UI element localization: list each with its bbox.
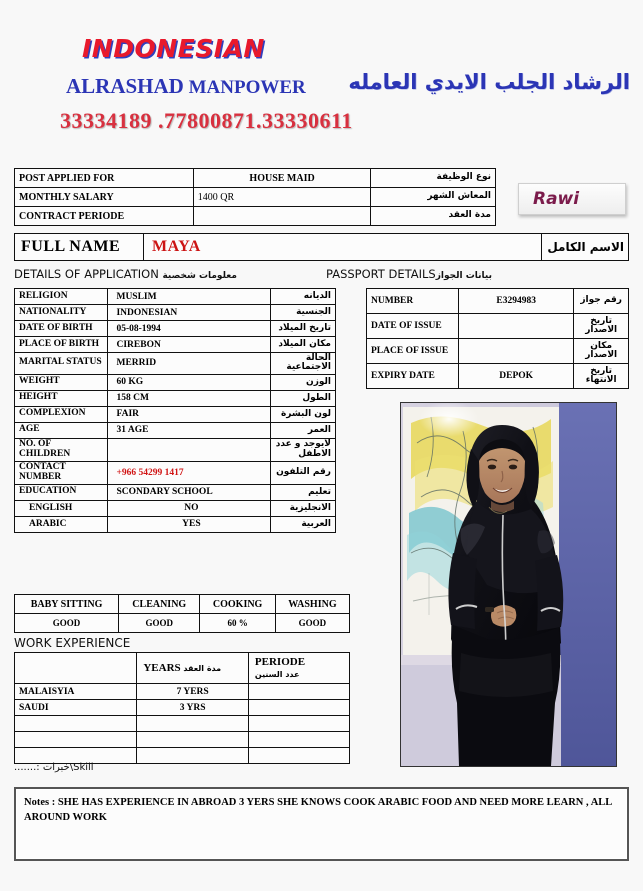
work-country-3 — [15, 732, 137, 748]
table-row — [15, 422, 336, 438]
work-header-years-en: YEARS — [143, 662, 181, 674]
table-row — [15, 732, 350, 748]
skill-header-2: COOKING — [200, 595, 276, 614]
work-years-0: 7 YERS — [137, 684, 249, 700]
work-experience-table — [14, 652, 350, 764]
table-row — [15, 188, 496, 207]
applicant-photo-illustration — [401, 403, 616, 766]
details-of-application-table — [14, 288, 336, 533]
section-passport-ar: بيانات الجواز — [435, 271, 492, 281]
table-row — [15, 289, 336, 305]
work-header-periode-en: PERIODE — [254, 656, 306, 668]
work-periode-4 — [248, 748, 349, 764]
applicant-photo — [400, 402, 617, 767]
post-arabic-1: المعاش الشهر — [371, 188, 496, 207]
passport-label-0: NUMBER — [367, 289, 459, 314]
section-passport-en: PASSPORT DETAILS — [326, 267, 436, 281]
full-name-arabic: الاسم الكامل — [542, 234, 629, 261]
detail-label-8: AGE — [15, 422, 108, 438]
detail-label-5: WEIGHT — [15, 374, 108, 390]
detail-value-9 — [108, 438, 271, 461]
notes-content — [24, 795, 619, 825]
work-header-periode — [248, 653, 349, 684]
letterhead-title: INDONESIAN — [82, 34, 265, 63]
work-periode-1 — [248, 700, 349, 716]
company-name-main: ALRASHAD — [66, 74, 184, 98]
work-header-periode-ar: عدد السنين — [254, 670, 300, 679]
passport-details-table — [366, 288, 629, 389]
skill-value-3: GOOD — [275, 614, 349, 633]
detail-label-10: CONTACT NUMBER — [15, 461, 108, 484]
work-years-1: 3 YRS — [137, 700, 249, 716]
detail-arabic-2: تاريخ الميلاد — [271, 321, 336, 337]
letterhead-company-arabic: الرشاد الجلب الايدي العامله — [348, 70, 630, 94]
table-row — [15, 169, 496, 188]
table-row — [15, 207, 496, 226]
section-details-ar: معلومات شخصية — [162, 271, 237, 281]
detail-label-12: ENGLISH — [15, 500, 108, 516]
detail-label-4: MARITAL STATUS — [15, 353, 108, 375]
table-row — [367, 339, 629, 364]
table-row — [15, 653, 350, 684]
skill-header-3: WASHING — [275, 595, 349, 614]
table-row — [367, 364, 629, 389]
post-value-2 — [193, 207, 371, 226]
detail-label-7: COMPLEXION — [15, 406, 108, 422]
post-label-2: CONTRACT PERIODE — [15, 207, 194, 226]
detail-value-2: 05-08-1994 — [108, 321, 271, 337]
post-arabic-0: نوع الوظيفة — [371, 169, 496, 188]
detail-value-7: FAIR — [108, 406, 271, 422]
table-row — [15, 305, 336, 321]
table-row — [15, 500, 336, 516]
detail-value-1: INDONESIAN — [108, 305, 271, 321]
post-label-1: MONTHLY SALARY — [15, 188, 194, 207]
table-row — [15, 438, 336, 461]
detail-label-11: EDUCATION — [15, 484, 108, 500]
detail-arabic-13: العربية — [271, 516, 336, 532]
section-header-details — [14, 267, 237, 281]
detail-value-3: CIREBON — [108, 337, 271, 353]
work-periode-3 — [248, 732, 349, 748]
work-country-0: MALAISYIA — [15, 684, 137, 700]
table-row — [15, 614, 350, 633]
detail-value-4: MERRID — [108, 353, 271, 375]
table-row — [15, 390, 336, 406]
work-country-1: SAUDI — [15, 700, 137, 716]
work-years-4 — [137, 748, 249, 764]
passport-arabic-1: تاريخ الاصدار — [574, 314, 629, 339]
table-row — [15, 700, 350, 716]
section-details-en: DETAILS OF APPLICATION — [14, 267, 159, 281]
post-arabic-2: مدة العقد — [371, 207, 496, 226]
post-value-0: HOUSE MAID — [193, 169, 371, 188]
skill-note-line: .......: خبرات\Skill — [14, 762, 94, 773]
table-row — [15, 321, 336, 337]
skills-table — [14, 594, 350, 633]
skill-value-1: GOOD — [119, 614, 200, 633]
detail-arabic-5: الوزن — [271, 374, 336, 390]
table-row — [15, 516, 336, 532]
passport-arabic-2: مكان الاصدار — [574, 339, 629, 364]
table-row — [367, 314, 629, 339]
detail-value-8: 31 AGE — [108, 422, 271, 438]
full-name-table — [14, 233, 629, 261]
detail-value-11: SCONDARY SCHOOL — [108, 484, 271, 500]
passport-label-2: PLACE OF ISSUE — [367, 339, 459, 364]
detail-arabic-12: الانجليزية — [271, 500, 336, 516]
table-row — [15, 374, 336, 390]
detail-arabic-6: الطول — [271, 390, 336, 406]
full-name-value: MAYA — [144, 234, 542, 261]
skill-header-1: CLEANING — [119, 595, 200, 614]
notes-box — [14, 787, 629, 861]
detail-label-2: DATE OF BIRTH — [15, 321, 108, 337]
work-years-3 — [137, 732, 249, 748]
detail-value-6: 158 CM — [108, 390, 271, 406]
passport-arabic-3: تاريخ الانتهاء — [574, 364, 629, 389]
detail-label-6: HEIGHT — [15, 390, 108, 406]
table-row — [15, 716, 350, 732]
work-header-years — [137, 653, 249, 684]
detail-value-10: +966 54299 1417 — [108, 461, 271, 484]
table-row — [15, 353, 336, 375]
detail-arabic-11: تعليم — [271, 484, 336, 500]
passport-value-0: E3294983 — [458, 289, 573, 314]
work-periode-2 — [248, 716, 349, 732]
detail-label-13: ARABIC — [15, 516, 108, 532]
section-header-passport — [326, 267, 492, 281]
passport-value-1 — [458, 314, 573, 339]
rawi-label: Rawi — [533, 189, 580, 209]
letterhead — [0, 26, 643, 146]
detail-arabic-8: العمر — [271, 422, 336, 438]
detail-label-0: RELIGION — [15, 289, 108, 305]
detail-value-12: NO — [108, 500, 271, 516]
post-label-0: POST APPLIED FOR — [15, 169, 194, 188]
table-row — [15, 461, 336, 484]
rawi-watermark-badge — [518, 183, 626, 215]
skill-header-0: BABY SITTING — [15, 595, 119, 614]
post-applied-table — [14, 168, 496, 226]
work-periode-0 — [248, 684, 349, 700]
detail-arabic-3: مكان الميلاد — [271, 337, 336, 353]
skill-value-0: GOOD — [15, 614, 119, 633]
passport-label-1: DATE OF ISSUE — [367, 314, 459, 339]
detail-arabic-1: الجنسية — [271, 305, 336, 321]
work-years-2 — [137, 716, 249, 732]
section-header-work-experience — [14, 636, 130, 650]
table-row — [15, 484, 336, 500]
work-header-country — [15, 653, 137, 684]
work-header-years-ar: مدة العقد — [183, 664, 222, 673]
passport-value-2 — [458, 339, 573, 364]
detail-arabic-7: لون البشرة — [271, 406, 336, 422]
table-row — [367, 289, 629, 314]
passport-label-3: EXPIRY DATE — [367, 364, 459, 389]
detail-label-3: PLACE OF BIRTH — [15, 337, 108, 353]
detail-arabic-0: الديانه — [271, 289, 336, 305]
passport-arabic-0: رقم جواز — [574, 289, 629, 314]
post-value-1: 1400 QR — [193, 188, 371, 207]
notes-body: SHE HAS EXPERIENCE IN ABROAD 3 YERS SHE KNOWS COOK ARABIC FOOD AND NEED MORE LEARN , ALL AROUND WORK — [24, 797, 612, 824]
table-row — [15, 337, 336, 353]
detail-value-0: MUSLIM — [108, 289, 271, 305]
skill-value-2: 60 % — [200, 614, 276, 633]
detail-arabic-4: الحالة الاجتماعية — [271, 353, 336, 375]
section-work-en: WORK EXPERIENCE — [14, 636, 131, 650]
table-row — [15, 234, 629, 261]
table-row — [15, 595, 350, 614]
detail-label-1: NATIONALITY — [15, 305, 108, 321]
detail-arabic-10: رقم التلفون — [271, 461, 336, 484]
letterhead-company — [66, 74, 306, 99]
work-country-2 — [15, 716, 137, 732]
full-name-label: FULL NAME — [15, 234, 144, 261]
detail-arabic-9: لايوجد و عدد الاطفل — [271, 438, 336, 461]
detail-value-13: YES — [108, 516, 271, 532]
detail-label-9: NO. OF CHILDREN — [15, 438, 108, 461]
notes-label: Notes : — [24, 797, 58, 808]
table-row — [15, 684, 350, 700]
passport-value-3: DEPOK — [458, 364, 573, 389]
letterhead-phone-numbers: 33334189 .77800871.33330611 — [60, 108, 353, 133]
company-name-suffix: MANPOWER — [183, 77, 306, 98]
detail-value-5: 60 KG — [108, 374, 271, 390]
table-row — [15, 406, 336, 422]
